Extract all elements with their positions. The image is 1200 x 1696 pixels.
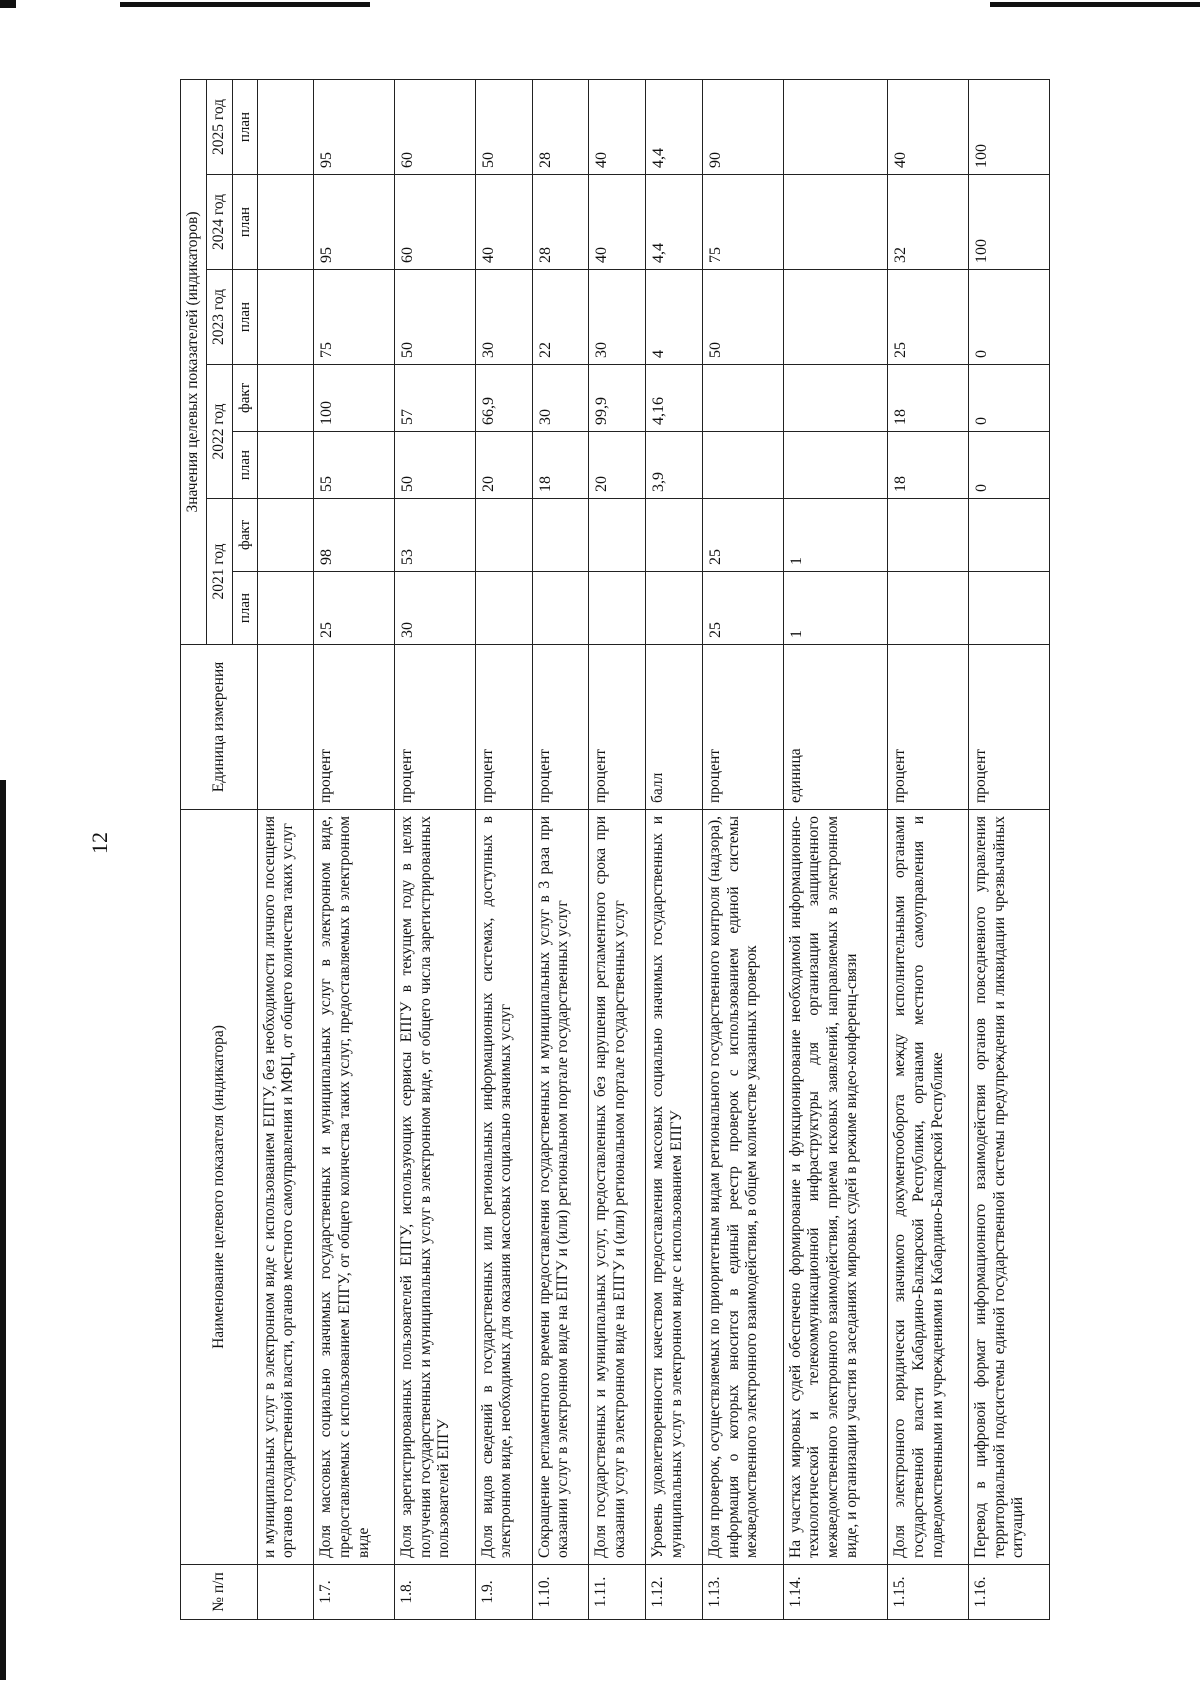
table-row xyxy=(314,80,395,1620)
cell-2021-plan xyxy=(532,572,589,645)
row-unit: единица xyxy=(783,645,888,810)
header-sub-fact: факт xyxy=(232,365,257,432)
table-row xyxy=(646,80,703,1620)
row-unit: процент xyxy=(703,645,784,810)
header-year-2022: 2022 год xyxy=(207,365,233,499)
row-unit: процент xyxy=(314,645,395,810)
header-sub-plan: план xyxy=(232,432,257,499)
cell-2023-plan: 22 xyxy=(532,270,589,365)
row-name: Доля зарегистрированных пользователей ЕПГУ, использующих сервисы ЕПГУ в текущем году в целях получения государственных и муниципальных услуг в электронном виде, от общего числа зарегистрированных пользователей ЕПГУ xyxy=(395,810,476,1565)
row-name: и муниципальных услуг в электронном виде с использованием ЕПГУ, без необходимости личного посещения органов государственной власти, органов местного самоуправления и МФЦ, от общего количества таких услуг xyxy=(257,810,314,1565)
table-row xyxy=(783,80,888,1620)
row-num: 1.11. xyxy=(589,1565,646,1620)
cell-2022-plan: 55 xyxy=(314,432,395,499)
cell-2022-plan: 3,9 xyxy=(646,432,703,499)
row-num: 1.9. xyxy=(475,1565,532,1620)
cell-2021-plan xyxy=(475,572,532,645)
cell-2022-plan: 50 xyxy=(395,432,476,499)
row-name: Сокращение регламентного времени предоставления государственных и муниципальных услуг в 3 раза при оказании услуг в электронном виде на ЕПГУ и (или) региональном портале государственных услуг xyxy=(532,810,589,1565)
cell-2022-fact xyxy=(783,365,888,432)
cell-2024-plan: 60 xyxy=(395,175,476,270)
cell-2023-plan: 4 xyxy=(646,270,703,365)
cell-2021-fact xyxy=(969,499,1050,572)
cell-2022-fact: 57 xyxy=(395,365,476,432)
cell-2022-plan: 18 xyxy=(888,432,969,499)
scan-mark-top-left xyxy=(0,0,16,8)
row-unit: процент xyxy=(969,645,1050,810)
cell-2024-plan: 28 xyxy=(532,175,589,270)
header-sub-plan: план xyxy=(232,572,257,645)
scan-mark-top-bar xyxy=(120,2,370,7)
cell-2021-plan xyxy=(589,572,646,645)
cell-2021-fact xyxy=(646,499,703,572)
cell-2021-fact xyxy=(532,499,589,572)
header-num: № п/п xyxy=(181,1565,258,1620)
header-year-2021: 2021 год xyxy=(207,499,233,645)
cell-2023-plan: 0 xyxy=(969,270,1050,365)
cell-2022-fact: 99,9 xyxy=(589,365,646,432)
row-num: 1.7. xyxy=(314,1565,395,1620)
header-year-2025: 2025 год xyxy=(207,80,233,175)
row-unit xyxy=(257,645,314,810)
cell-2024-plan xyxy=(257,175,314,270)
row-unit: процент xyxy=(532,645,589,810)
cell-2021-plan: 1 xyxy=(783,572,888,645)
cell-2022-plan: 18 xyxy=(532,432,589,499)
row-name: Перевод в цифровой формат информационного взаимодействия органов повседневного управления территориальной подсистемы единой государственной системы предупреждения и ликвидации чрезвычайных ситуаций xyxy=(969,810,1050,1565)
header-values-group: Значения целевых показателей (индикаторов) xyxy=(181,80,207,645)
row-unit: балл xyxy=(646,645,703,810)
cell-2024-plan: 100 xyxy=(969,175,1050,270)
cell-2021-plan xyxy=(257,572,314,645)
cell-2021-fact xyxy=(475,499,532,572)
row-unit: процент xyxy=(475,645,532,810)
header-year-2023: 2023 год xyxy=(207,270,233,365)
row-name: Доля государственных и муниципальных услуг, предоставленных без нарушения регламентного срока при оказании услуг в электронном виде на ЕПГУ и (или) региональном портале государственных услуг xyxy=(589,810,646,1565)
cell-2023-plan: 75 xyxy=(314,270,395,365)
cell-2021-fact: 1 xyxy=(783,499,888,572)
row-name: Доля массовых социально значимых государственных и муниципальных услуг в электронном виде, предоставляемых с использованием ЕПГУ, от общего количества таких услуг, предоставляемых в электронном виде xyxy=(314,810,395,1565)
row-name: Доля проверок, осуществляемых по приоритетным видам регионального государственного контроля (надзора), информация о которых вносится в единый реестр проверок с использованием единой системы межведомственного электронного взаимодействия, в общем количестве указанных проверок xyxy=(703,810,784,1565)
row-num: 1.16. xyxy=(969,1565,1050,1620)
cell-2022-plan xyxy=(703,432,784,499)
row-num: 1.10. xyxy=(532,1565,589,1620)
table-row xyxy=(395,80,476,1620)
row-unit: процент xyxy=(888,645,969,810)
cell-2021-plan xyxy=(646,572,703,645)
row-num: 1.15. xyxy=(888,1565,969,1620)
cell-2022-plan: 20 xyxy=(589,432,646,499)
table-row xyxy=(475,80,532,1620)
row-name: Уровень удовлетворенности качеством предоставления массовых социально значимых государственных и муниципальных услуг в электронном виде с использованием ЕПГУ xyxy=(646,810,703,1565)
page-number: 12 xyxy=(87,832,112,854)
cell-2024-plan: 4,4 xyxy=(646,175,703,270)
row-num: 1.13. xyxy=(703,1565,784,1620)
header-sub-plan: план xyxy=(232,270,257,365)
header-sub-plan: план xyxy=(232,80,257,175)
table-row xyxy=(532,80,589,1620)
header-unit: Единица измерения xyxy=(181,645,258,810)
row-num: 1.8. xyxy=(395,1565,476,1620)
cell-2022-fact: 18 xyxy=(888,365,969,432)
row-unit: процент xyxy=(589,645,646,810)
cell-2022-fact xyxy=(703,365,784,432)
cell-2025-plan xyxy=(257,80,314,175)
cell-2021-fact xyxy=(257,499,314,572)
row-unit: процент xyxy=(395,645,476,810)
cell-2025-plan: 90 xyxy=(703,80,784,175)
scan-mark-left-edge xyxy=(0,780,6,1680)
row-num: 1.14. xyxy=(783,1565,888,1620)
table-row xyxy=(969,80,1050,1620)
cell-2025-plan: 60 xyxy=(395,80,476,175)
cell-2021-fact xyxy=(589,499,646,572)
table-row xyxy=(257,80,314,1620)
cell-2022-fact: 4,16 xyxy=(646,365,703,432)
table-row xyxy=(589,80,646,1620)
cell-2021-fact: 98 xyxy=(314,499,395,572)
cell-2023-plan xyxy=(257,270,314,365)
cell-2021-fact: 53 xyxy=(395,499,476,572)
row-name: Доля электронного юридически значимого документооборота между исполнительными органами государственной власти Кабардино-Балкарской Республики, органами местного самоуправления и подведомственными им учреждениями в Кабардино-Балкарской Республике xyxy=(888,810,969,1565)
cell-2021-fact xyxy=(888,499,969,572)
cell-2024-plan: 95 xyxy=(314,175,395,270)
row-num: 1.12. xyxy=(646,1565,703,1620)
cell-2021-plan: 30 xyxy=(395,572,476,645)
cell-2022-fact: 66,9 xyxy=(475,365,532,432)
cell-2022-plan xyxy=(783,432,888,499)
indicators-table-wrap xyxy=(180,80,1050,1620)
cell-2022-fact: 100 xyxy=(314,365,395,432)
cell-2024-plan: 75 xyxy=(703,175,784,270)
scan-mark-top-right xyxy=(990,2,1200,7)
header-sub-plan: план xyxy=(232,175,257,270)
row-num xyxy=(257,1565,314,1620)
cell-2025-plan: 4,4 xyxy=(646,80,703,175)
header-sub-fact: факт xyxy=(232,499,257,572)
cell-2021-plan xyxy=(969,572,1050,645)
cell-2021-plan: 25 xyxy=(703,572,784,645)
cell-2024-plan: 32 xyxy=(888,175,969,270)
cell-2022-fact xyxy=(257,365,314,432)
cell-2022-plan xyxy=(257,432,314,499)
cell-2023-plan: 25 xyxy=(888,270,969,365)
cell-2022-fact: 0 xyxy=(969,365,1050,432)
cell-2024-plan xyxy=(783,175,888,270)
header-name: Наименование целевого показателя (индикатора) xyxy=(181,810,258,1565)
table-row xyxy=(888,80,969,1620)
cell-2021-fact: 25 xyxy=(703,499,784,572)
header-year-2024: 2024 год xyxy=(207,175,233,270)
indicators-table xyxy=(180,79,1050,1620)
cell-2021-plan xyxy=(888,572,969,645)
cell-2025-plan: 40 xyxy=(589,80,646,175)
cell-2024-plan: 40 xyxy=(475,175,532,270)
cell-2022-plan: 20 xyxy=(475,432,532,499)
row-name: Доля видов сведений в государственных или региональных информационных системах, доступных в электронном виде, необходимых для оказания массовых социально значимых услуг xyxy=(475,810,532,1565)
cell-2024-plan: 40 xyxy=(589,175,646,270)
table-row xyxy=(703,80,784,1620)
cell-2021-plan: 25 xyxy=(314,572,395,645)
cell-2023-plan: 30 xyxy=(589,270,646,365)
cell-2023-plan xyxy=(783,270,888,365)
cell-2025-plan: 28 xyxy=(532,80,589,175)
cell-2023-plan: 50 xyxy=(395,270,476,365)
cell-2025-plan xyxy=(783,80,888,175)
cell-2023-plan: 50 xyxy=(703,270,784,365)
cell-2025-plan: 50 xyxy=(475,80,532,175)
cell-2025-plan: 95 xyxy=(314,80,395,175)
cell-2025-plan: 40 xyxy=(888,80,969,175)
cell-2022-plan: 0 xyxy=(969,432,1050,499)
cell-2025-plan: 100 xyxy=(969,80,1050,175)
cell-2022-fact: 30 xyxy=(532,365,589,432)
row-name: На участках мировых судей обеспечено формирование и функционирование необходимой информационно-технологической и телекоммуникационной инфраструктуры для организации защищенного межведомственного электронного взаимодействия, приема исковых заявлений, направляемых в электронном виде, и организации участия в заседаниях мировых судей в режиме видео-конференц-связи xyxy=(783,810,888,1565)
cell-2023-plan: 30 xyxy=(475,270,532,365)
